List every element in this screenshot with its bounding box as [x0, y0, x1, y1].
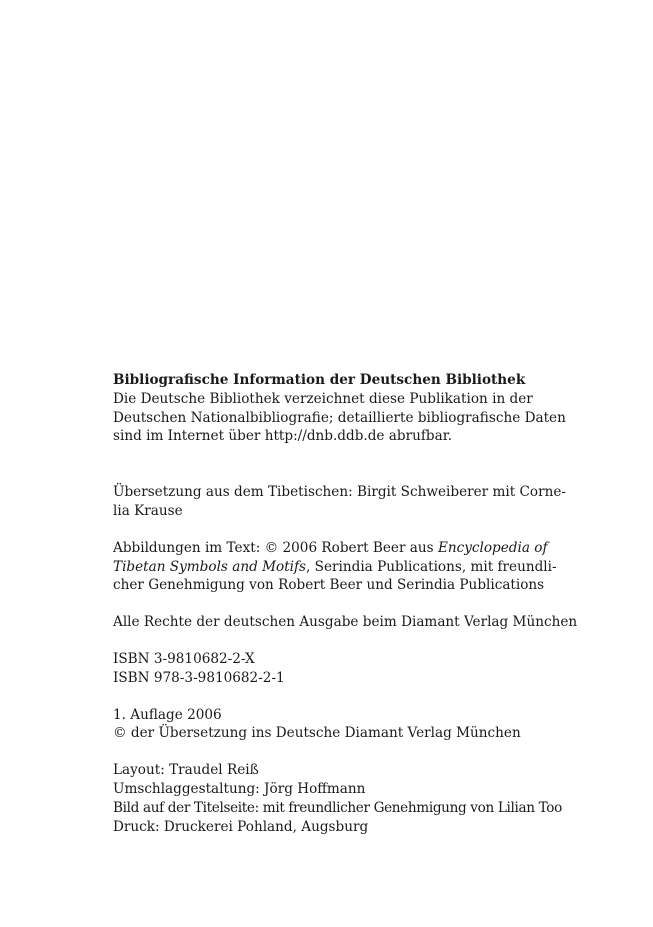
isbn-section — [113, 650, 553, 688]
bibliographic-info-line: Deutschen Nationalbibliografie; detaillierte bibliografische Daten — [113, 409, 566, 426]
rights-notice — [113, 613, 578, 632]
bibliographic-info-line: sind im Internet über http://dnb.ddb.de abrufbar. — [113, 428, 453, 445]
bibliographic-info-heading: Bibliografische Information der Deutschen Bibliothek — [113, 372, 526, 388]
rights-line: Alle Rechte der deutschen Ausgabe beim Diamant Verlag München — [113, 614, 578, 631]
layout-credit: Layout: Traudel Reiß — [113, 762, 259, 779]
cover-image-credit: Bild auf der Titelseite: mit freundlicher Genehmigung von Lilian Too — [113, 799, 562, 816]
edition-line: 1. Auflage 2006 — [113, 706, 222, 723]
isbn-10: ISBN 3-9810682-2-X — [113, 650, 255, 667]
isbn-13: ISBN 978-3-9810682-2-1 — [113, 669, 285, 686]
edition-section — [113, 706, 553, 744]
book-title-part: Encyclopedia of — [437, 539, 548, 556]
book-title-part: Tibetan Symbols and Motifs — [113, 558, 307, 575]
translation-credit — [113, 483, 566, 521]
imprint-page — [113, 371, 578, 836]
print-credit: Druck: Druckerei Pohland, Augsburg — [113, 818, 369, 835]
bibliographic-info-line: Die Deutsche Bibliothek verzeichnet diese Publikation in der — [113, 390, 533, 407]
translation-line: Übersetzung aus dem Tibetischen: Birgit Schweiberer mit Corne- — [113, 484, 566, 501]
copyright-line: © der Übersetzung ins Deutsche Diamant Verlag München — [113, 725, 521, 742]
translation-line: lia Krause — [113, 502, 183, 519]
bibliographic-info-section — [113, 371, 566, 446]
illustrations-line: cher Genehmigung von Robert Beer und Serindia Publications — [113, 577, 545, 594]
illustrations-credit — [113, 539, 557, 595]
illustrations-line: Abbildungen im Text: © 2006 Robert Beer aus Encyclopedia of — [113, 539, 548, 556]
production-credits — [113, 761, 562, 836]
illustrations-line: Tibetan Symbols and Motifs, Serindia Publications, mit freundli- — [113, 558, 557, 575]
cover-design-credit: Umschlaggestaltung: Jörg Hoffmann — [113, 780, 366, 797]
